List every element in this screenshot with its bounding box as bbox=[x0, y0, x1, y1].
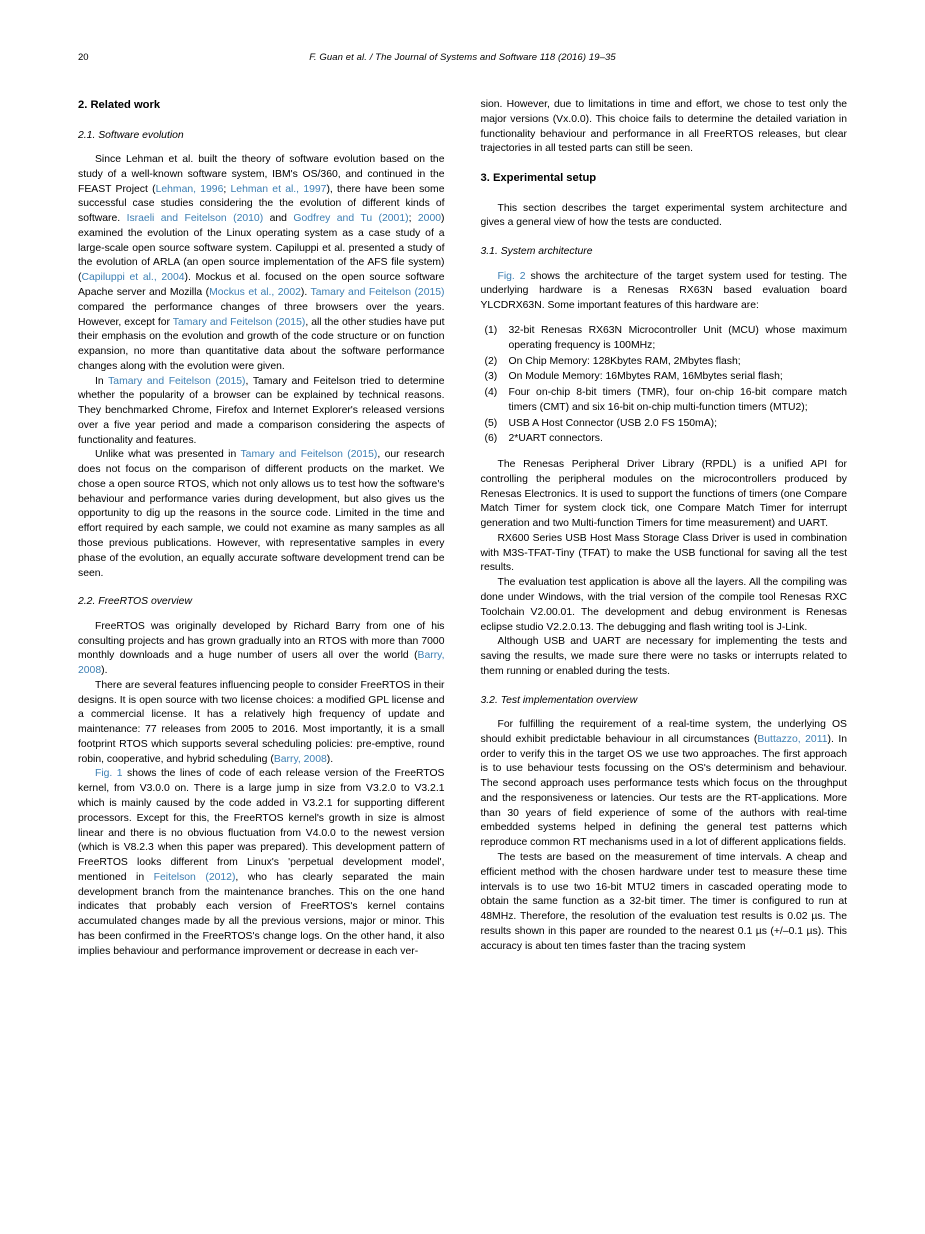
list-item-text: Four on-chip 8-bit timers (TMR), four on-chip 16-bit compare match timers (CMT) and six 16-bit on-chip multi-function timers (MTU2); bbox=[508, 387, 847, 413]
paragraph-freertos-2 bbox=[78, 679, 445, 768]
paragraph-usb-driver: RX600 Series USB Host Mass Storage Class Driver is used in combination with M3S-TFAT-Tiny (TFAT) to make the USB functional for saving all the test results. bbox=[480, 532, 847, 574]
subsection-heading-system-architecture: 3.1. System architecture bbox=[480, 246, 593, 258]
citation-link[interactable]: 2000 bbox=[417, 213, 442, 225]
text-run: ) examined the evolution of the Linux operating system as a case study of a large-scale open source software system. Capiluppi et al. presented a study of the evolution of ARLA (an open source implementation of the AFS file system) ( bbox=[78, 213, 445, 284]
text-run: , our research does not focus on the comparison of different products on the market. We chose a open source RTOS, which not only allows us to test how the software's behaviour and performance varies during development, but also gives us the opportunity to dig up the reasons in the source code. Limited in the time and effort required by each sample, we could not examine as many samples as all those previous publications. However, with representative samples in every phase of the evolution, an equally accurate software development trend can be seen. bbox=[78, 449, 445, 579]
list-item-text: 32-bit Renesas RX63N Microcontroller Unit (MCU) whose maximum operating frequency is 100MHz; bbox=[508, 324, 847, 351]
page-number: 20 bbox=[78, 52, 89, 63]
paragraph-software-evolution-1 bbox=[78, 153, 445, 374]
citation-link[interactable]: Capiluppi et al., 2004 bbox=[81, 272, 185, 284]
citation-link[interactable]: Tamary and Feitelson (2015) bbox=[240, 449, 378, 461]
list-item bbox=[485, 355, 848, 370]
section-heading-experimental-setup: 3. Experimental setup bbox=[480, 172, 597, 185]
list-item bbox=[485, 417, 848, 432]
list-item-text: On Chip Memory: 128Kbytes RAM, 2Mbytes flash; bbox=[508, 355, 741, 367]
list-marker: (1) bbox=[484, 324, 498, 336]
left-column bbox=[78, 98, 445, 959]
list-marker: (5) bbox=[484, 417, 498, 429]
subsection-heading-software-evolution: 2.1. Software evolution bbox=[78, 129, 184, 141]
running-head bbox=[78, 52, 847, 68]
text-run: and bbox=[263, 213, 294, 225]
paragraph-software-evolution-3 bbox=[78, 448, 445, 581]
text-run: , who has clearly separated the main development branch from the maintenance branches. This on the one hand indicates that probably each version of FreeRTOS's kernel contains accumulated changes made by all the previous versions, major or minor. This has been confirmed in the FreeRTOS's change logs. On the other hand, it also implies behaviour and performance improvement or decrease in each ver- bbox=[78, 871, 445, 957]
text-run: Since Lehman et al. built the theory of software evolution based on the study of a well-known software system, IBM's OS/360, and continued in the FEAST Project ( bbox=[78, 154, 445, 195]
list-marker: (2) bbox=[484, 355, 498, 367]
spacer bbox=[481, 157, 848, 171]
text-run: ). bbox=[101, 665, 108, 677]
paragraph-timing-measurement: The tests are based on the measurement of time intervals. A cheap and efficient method with the chosen hardware under test to measure these time intervals is to use two 16-bit MTU2 timers in cascaded operating mode to obtain the same function as a 32-bit timer. The timer is configured to run at 48MHz. Therefore, the resolution of the evaluation test results is 0.02 µs. The results shown in this paper are rounded to the nearest 0.1 µs (+/–0.1 µs). This accuracy is about ten times faster than the tracing system bbox=[480, 851, 847, 952]
citation-link[interactable]: Tamary and Feitelson (2015) bbox=[310, 286, 445, 298]
paragraph-test-approach bbox=[481, 718, 848, 851]
citation-link[interactable]: Feitelson (2012) bbox=[153, 871, 236, 883]
text-run: ; bbox=[223, 183, 231, 195]
paragraph-freertos-1 bbox=[78, 620, 445, 679]
journal-reference: F. Guan et al. / The Journal of Systems and Software 118 (2016) 19–35 bbox=[309, 52, 616, 63]
text-run: ), there have been some successful case studies considering the the evolution of different kinds of software. bbox=[78, 183, 445, 225]
citation-link[interactable]: Mockus et al., 2002 bbox=[209, 286, 301, 298]
text-run: shows the lines of code of each release version of the FreeRTOS kernel, from V3.0.0 on. There is a large jump in size from V3.2.0 to V3.2.1 which is mainly caused by the code added in V3.2.1 for supporting different processors. Except for this, the FreeRTOS kernel's growth in size is almost linear and there is no obvious fluctuation from V4.0.0 to the newest version (which is V8.2.3 when this paper was prepared). This development pattern of FreeRTOS looks different from Linux's 'perpetual development model', mentioned in bbox=[78, 768, 445, 883]
section-heading-related-work: 2. Related work bbox=[78, 99, 161, 111]
right-column bbox=[481, 98, 848, 959]
citation-link[interactable]: Barry, 2008 bbox=[273, 753, 327, 765]
list-item-text: USB A Host Connector (USB 2.0 FS 150mA); bbox=[508, 417, 717, 429]
figure-reference-link[interactable]: Fig. 2 bbox=[497, 270, 526, 282]
text-run: Unlike what was presented in bbox=[95, 449, 241, 461]
paragraph-experimental-setup-intro: This section describes the target experimental system architecture and gives a general view of how the tests are conducted. bbox=[480, 202, 847, 229]
citation-link[interactable]: Israeli and Feitelson (2010) bbox=[126, 213, 264, 225]
figure-reference-link[interactable]: Fig. 1 bbox=[95, 768, 123, 780]
text-run: , all the other studies have put their emphasis on the evolution and growth of the code structure or on function expansion, no more than quantitative data about the software performance changes along with the evolution were given. bbox=[78, 316, 445, 372]
text-run: ; bbox=[408, 213, 418, 225]
hardware-feature-list bbox=[481, 324, 848, 447]
citation-link[interactable]: Tamary and Feitelson (2015) bbox=[172, 316, 306, 328]
list-marker: (6) bbox=[484, 433, 498, 445]
list-item bbox=[485, 432, 848, 447]
subsection-heading-test-implementation: 3.2. Test implementation overview bbox=[480, 694, 638, 706]
list-marker: (4) bbox=[484, 387, 498, 399]
text-run: ). In order to verify this in the target OS we use two approaches. The first approach is to use behaviour tests focussing on the OS's determinism and behaviour. The second approach uses performance tests which focus on the throughput and the responsiveness or latencies. Our tests are the RT-applications. More than 30 years of field experience of some of the authors with real-time embedded systems helped in defining the general test patterns which reproduce common RT mechanisms used in a lot of different applications fields. bbox=[480, 733, 847, 849]
list-item bbox=[485, 370, 848, 385]
citation-link[interactable]: Lehman et al., 1997 bbox=[230, 183, 327, 195]
text-run: There are several features influencing people to consider FreeRTOS in their designs. It is open source with two license choices: a modified GPL license and a commercial license. It has a relatively high frequency of update and maintenance: 77 releases from 2005 to 2016. Most importantly, it is a small footprint RTOS which supports several scheduling policies: pre-emptive, round robin, cooperative, and hybrid scheduling ( bbox=[78, 679, 445, 765]
text-run: FreeRTOS was originally developed by Richard Barry from one of his consulting projects and has grown gradually into an RTOS with more than 7000 monthly downloads and a huge number of users all over the world ( bbox=[78, 620, 445, 662]
paragraph-rpdl: The Renesas Peripheral Driver Library (RPDL) is a unified API for controlling the peripheral modules on the microcontrollers produced by Renesas Electronics. It is used to support the functions of timers (one Compare Match Timer for system clock tick, one Compare Match Timer for interrupt generation and two Multi-function Timers for time measurement) and UART. bbox=[480, 459, 847, 530]
paragraph-continuation: sion. However, due to limitations in time and effort, we chose to test only the major versions (Vx.0.0). This choice fails to determine the detailed variation in functionality behaviour and performance in all FreeRTOS releases, but clear trajectories in all tested parts can still be seen. bbox=[480, 99, 847, 155]
list-item bbox=[485, 324, 848, 354]
text-run: shows the architecture of the target system used for testing. The underlying hardware is a Renesas RX63N based evaluation board YLCDRX63N. Some important features of this hardware are: bbox=[480, 270, 847, 312]
text-run: ). Mockus et al. focused on the open source software Apache server and Mozilla ( bbox=[78, 272, 445, 298]
text-run: ). bbox=[300, 286, 311, 298]
citation-link[interactable]: Buttazzo, 2011 bbox=[757, 733, 828, 745]
paragraph-system-architecture-1 bbox=[481, 270, 848, 314]
paragraph-freertos-3 bbox=[78, 767, 445, 959]
text-run: For fulfilling the requirement of a real-time system, the underlying OS should exhibit predictable behaviour in all circumstances ( bbox=[480, 719, 847, 745]
two-column-body bbox=[78, 98, 847, 959]
list-marker: (3) bbox=[484, 371, 498, 383]
citation-link[interactable]: Tamary and Feitelson (2015) bbox=[108, 375, 246, 387]
paragraph-toolchain: The evaluation test application is above all the layers. All the compiling was done under Windows, with the trial version of the compile tool Renesas RXC Toolchain V2.00.01. The development and debug environment is Renesas eclipse studio V2.2.0.13. The debugging and flash writing tool is J-Link. bbox=[480, 577, 847, 633]
text-run: ). bbox=[326, 753, 334, 765]
citation-link[interactable]: Barry, 2008 bbox=[78, 650, 445, 677]
list-item bbox=[485, 386, 848, 416]
text-run: , Tamary and Feitelson tried to determine whether the popularity of a browser can be explained by technical reasons. They benchmarked Chrome, Firefox and Internet Explorer's released versions over a five year period and made a comparison considering the aspects of functionality and features. bbox=[78, 375, 445, 446]
paragraph-usb-uart-note: Although USB and UART are necessary for implementing the tests and saving the results, we made sure there were no tasks or interrupts related to them running or enabled during the tests. bbox=[480, 636, 847, 677]
subsection-heading-freertos-overview: 2.2. FreeRTOS overview bbox=[78, 596, 192, 608]
citation-link[interactable]: Godfrey and Tu (2001) bbox=[293, 213, 409, 225]
citation-link[interactable]: Lehman, 1996 bbox=[155, 183, 224, 195]
list-item-text: 2*UART connectors. bbox=[508, 433, 603, 445]
list-item-text: On Module Memory: 16Mbytes RAM, 16Mbytes serial flash; bbox=[508, 371, 783, 383]
paragraph-software-evolution-2 bbox=[78, 375, 445, 449]
text-run: compared the performance changes of three browsers over the years. However, except for bbox=[78, 301, 445, 328]
text-run: In bbox=[95, 375, 109, 387]
